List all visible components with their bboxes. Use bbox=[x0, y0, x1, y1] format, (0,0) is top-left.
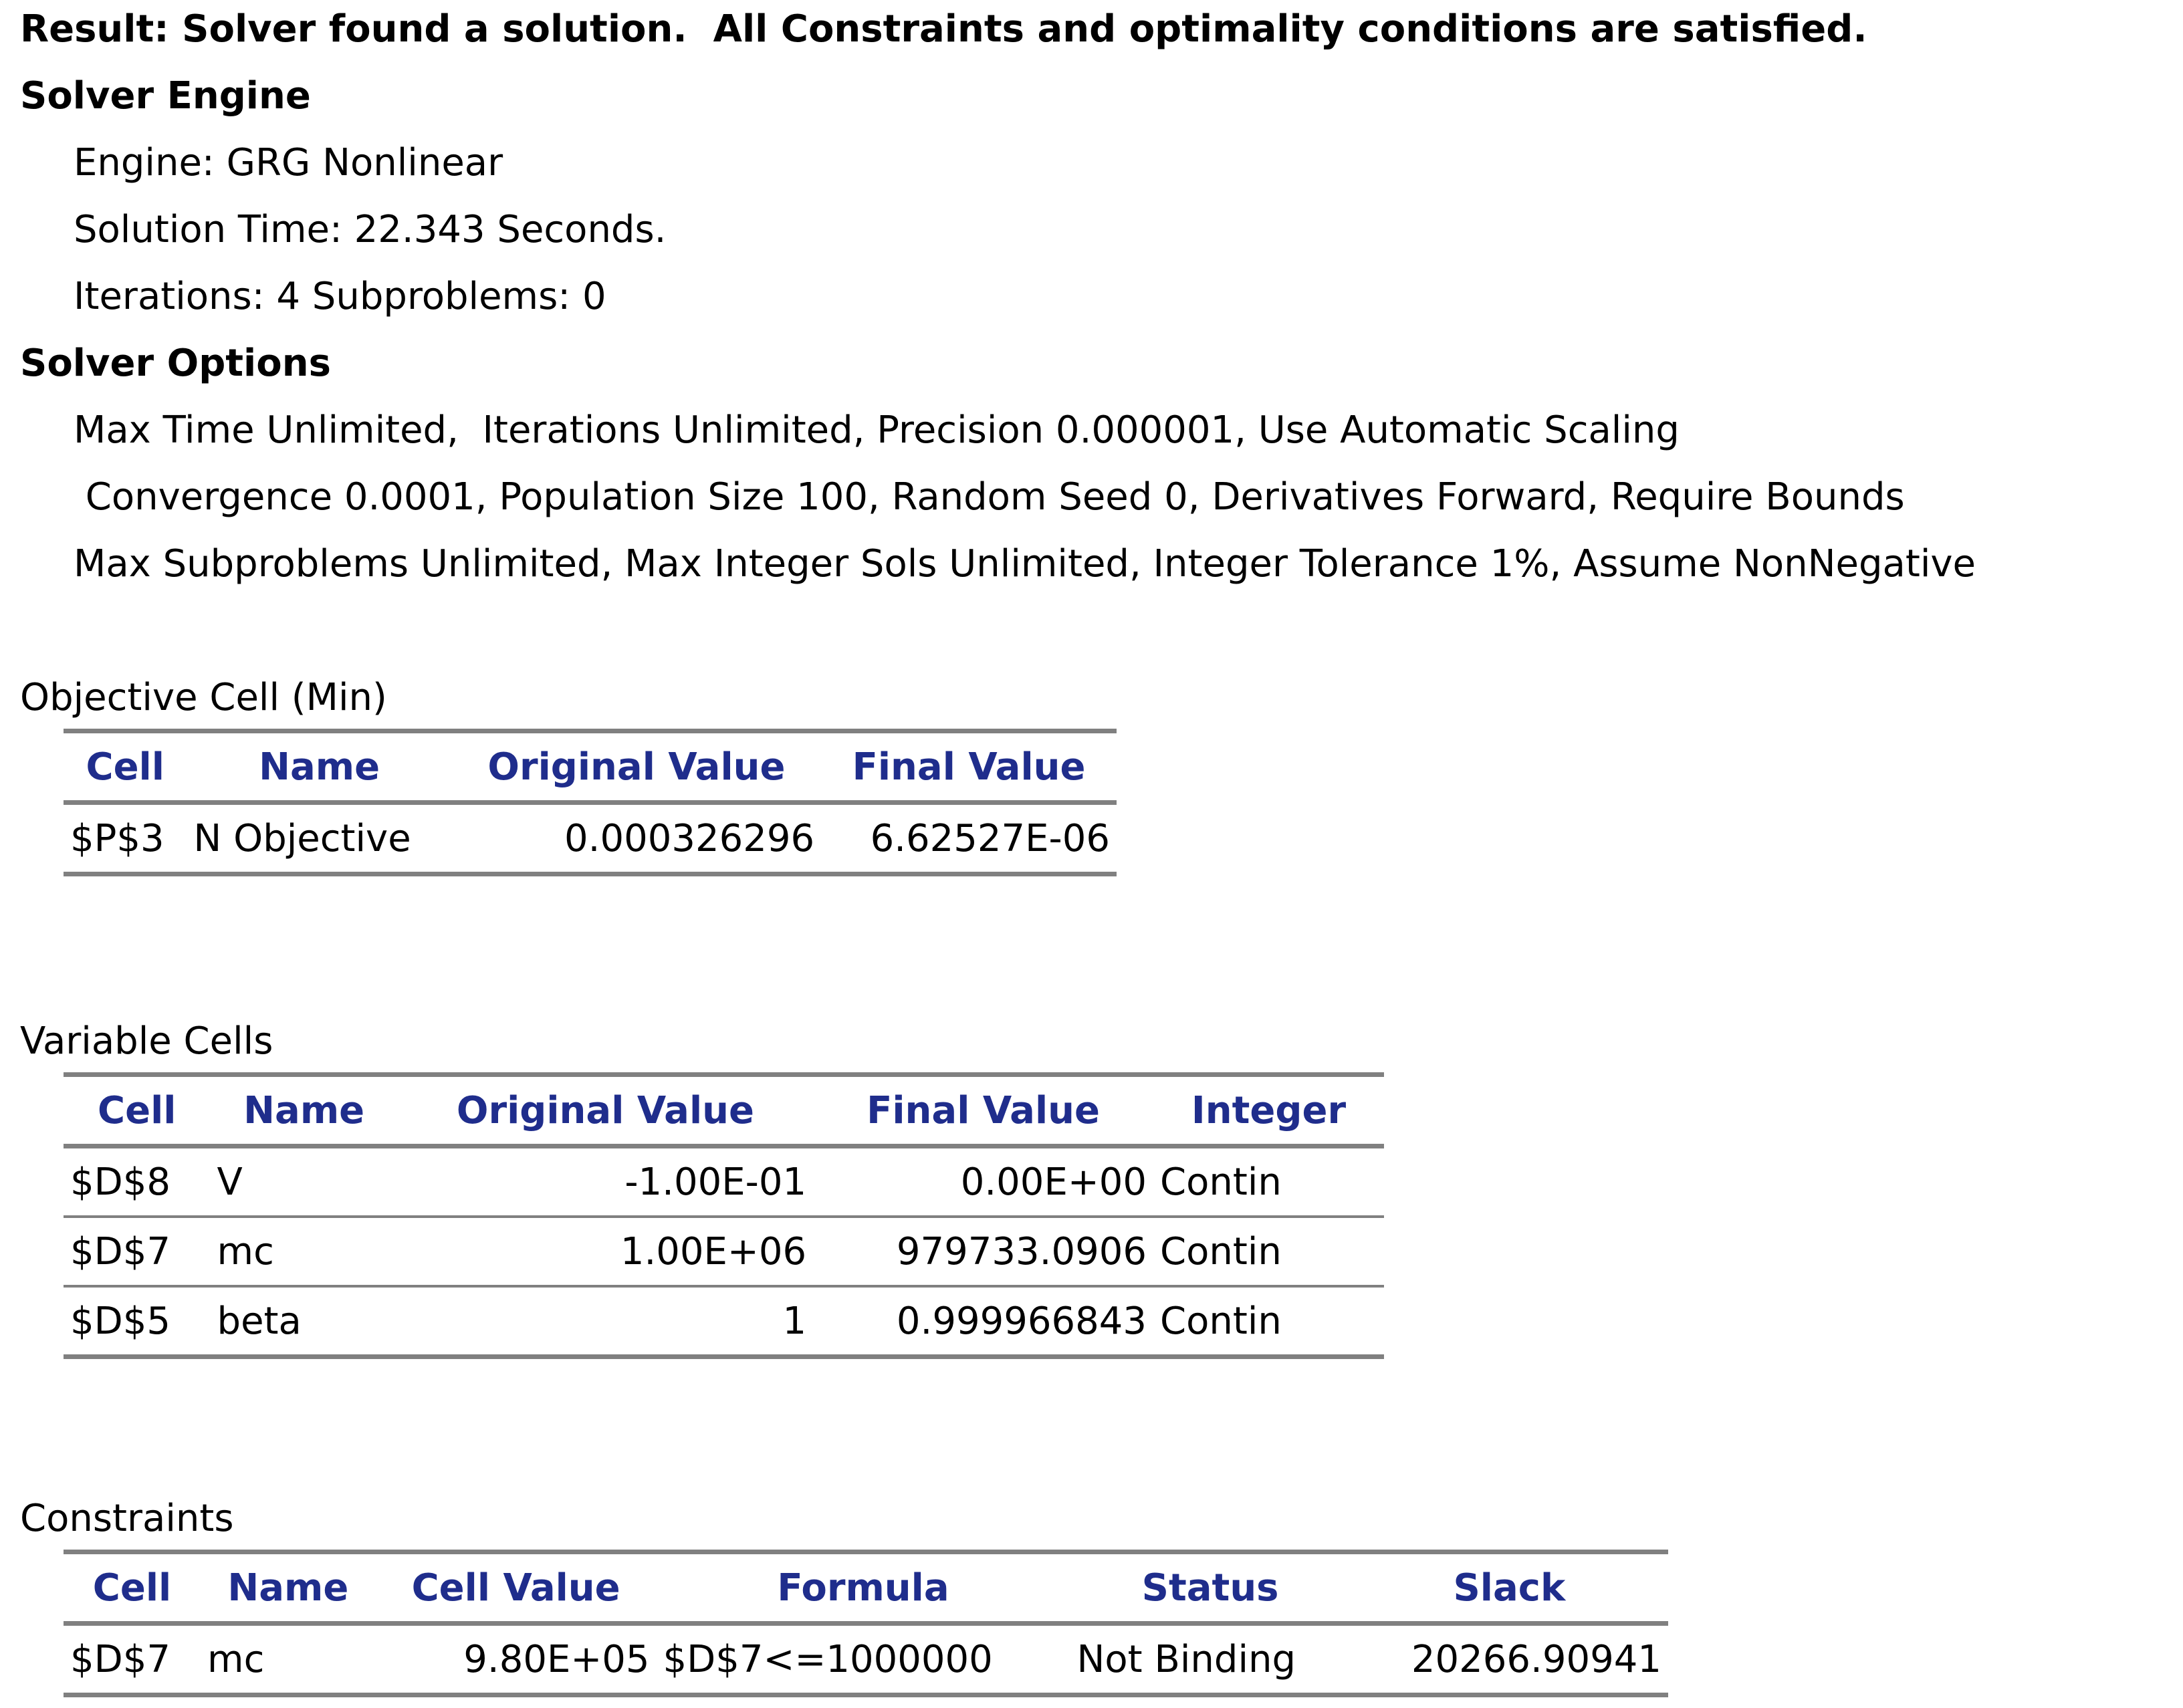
cell-ref: $P$3 bbox=[64, 803, 187, 874]
slack: 20266.90941 bbox=[1351, 1624, 1668, 1695]
original-value: 0.000326296 bbox=[452, 803, 821, 874]
table-header-row bbox=[64, 1552, 1668, 1624]
cell-ref: $D$7 bbox=[64, 1217, 211, 1286]
cell-ref: $D$5 bbox=[64, 1286, 211, 1357]
table-row bbox=[64, 1286, 1384, 1357]
column-header: Cell bbox=[64, 731, 187, 803]
column-header: Cell Value bbox=[376, 1552, 657, 1624]
solution-time: Solution Time: 22.343 Seconds. bbox=[74, 208, 667, 251]
column-header: Original Value bbox=[398, 1075, 813, 1146]
table-row bbox=[64, 803, 1117, 874]
column-header: Cell bbox=[64, 1075, 211, 1146]
column-header: Final Value bbox=[813, 1075, 1153, 1146]
column-header: Name bbox=[201, 1552, 376, 1624]
column-header: Cell bbox=[64, 1552, 201, 1624]
cell-name: beta bbox=[211, 1286, 398, 1357]
iterations-info: Iterations: 4 Subproblems: 0 bbox=[74, 275, 606, 318]
engine-name: Engine: GRG Nonlinear bbox=[74, 141, 503, 185]
result-message: Result: Solver found a solution. All Constraints and optimality conditions are satisfied. bbox=[20, 7, 1867, 51]
objective-table bbox=[64, 729, 1117, 876]
options-line: Max Time Unlimited, Iterations Unlimited, Precision 0.000001, Use Automatic Scaling bbox=[74, 408, 1680, 452]
solver-options-heading: Solver Options bbox=[20, 342, 331, 385]
cell-ref: $D$7 bbox=[64, 1624, 201, 1695]
column-header: Formula bbox=[657, 1552, 1070, 1624]
solver-engine-heading: Solver Engine bbox=[20, 74, 311, 118]
constraints-section-title: Constraints bbox=[20, 1497, 234, 1540]
column-header: Name bbox=[211, 1075, 398, 1146]
cell-ref: $D$8 bbox=[64, 1146, 211, 1217]
column-header: Status bbox=[1070, 1552, 1351, 1624]
formula: $D$7<=1000000 bbox=[657, 1624, 1070, 1695]
final-value: 0.00E+00 bbox=[813, 1146, 1153, 1217]
column-header: Name bbox=[187, 731, 451, 803]
cell-value: 9.80E+05 bbox=[376, 1624, 657, 1695]
column-header: Final Value bbox=[821, 731, 1117, 803]
original-value: 1 bbox=[398, 1286, 813, 1357]
variables-section-title: Variable Cells bbox=[20, 1019, 273, 1063]
final-value: 0.999966843 bbox=[813, 1286, 1153, 1357]
column-header: Original Value bbox=[452, 731, 821, 803]
cell-name: N Objective bbox=[187, 803, 451, 874]
final-value: 6.62527E-06 bbox=[821, 803, 1117, 874]
cell-name: mc bbox=[211, 1217, 398, 1286]
cell-name: V bbox=[211, 1146, 398, 1217]
final-value: 979733.0906 bbox=[813, 1217, 1153, 1286]
constraints-table bbox=[64, 1550, 1668, 1697]
integer-type: Contin bbox=[1153, 1146, 1384, 1217]
column-header: Integer bbox=[1153, 1075, 1384, 1146]
table-header-row bbox=[64, 731, 1117, 803]
objective-section-title: Objective Cell (Min) bbox=[20, 676, 387, 719]
integer-type: Contin bbox=[1153, 1217, 1384, 1286]
integer-type: Contin bbox=[1153, 1286, 1384, 1357]
status: Not Binding bbox=[1070, 1624, 1351, 1695]
variables-table bbox=[64, 1072, 1384, 1359]
table-row bbox=[64, 1624, 1668, 1695]
options-line: Max Subproblems Unlimited, Max Integer Sols Unlimited, Integer Tolerance 1%, Assume NonNegative bbox=[74, 542, 1976, 586]
options-line: Convergence 0.0001, Population Size 100, Random Seed 0, Derivatives Forward, Require Bounds bbox=[74, 475, 1905, 519]
table-header-row bbox=[64, 1075, 1384, 1146]
table-row bbox=[64, 1217, 1384, 1286]
column-header: Slack bbox=[1351, 1552, 1668, 1624]
table-row bbox=[64, 1146, 1384, 1217]
original-value: -1.00E-01 bbox=[398, 1146, 813, 1217]
cell-name: mc bbox=[201, 1624, 376, 1695]
original-value: 1.00E+06 bbox=[398, 1217, 813, 1286]
